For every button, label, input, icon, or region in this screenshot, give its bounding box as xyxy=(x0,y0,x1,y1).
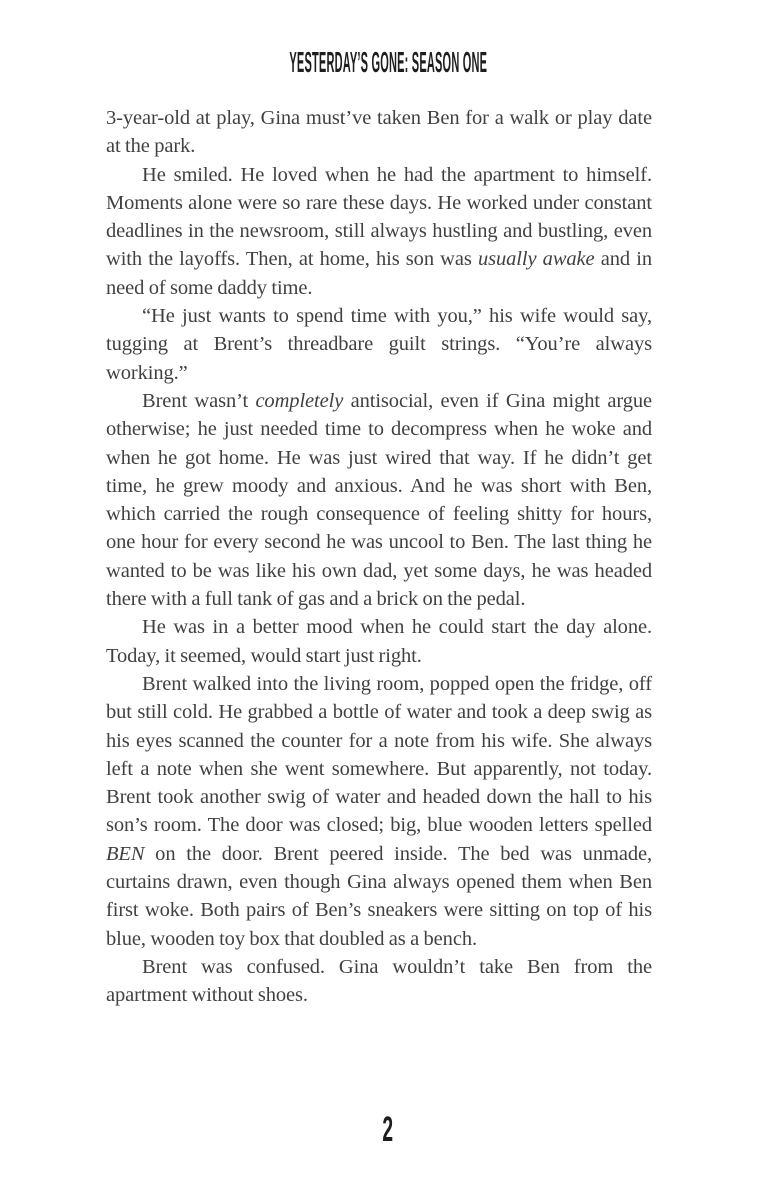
italic-text-segment: completely xyxy=(255,389,344,412)
italic-text-segment: usually awake xyxy=(477,248,595,271)
text-segment: Brent wasn’t xyxy=(142,389,256,412)
text-segment: and in need of some daddy time. xyxy=(106,248,652,299)
paragraph xyxy=(106,613,652,670)
italic-text-segment: BEN xyxy=(106,842,145,865)
page-body xyxy=(106,104,652,1010)
paragraph xyxy=(106,670,652,953)
page-number: 2 xyxy=(382,1110,394,1149)
text-segment: Brent was confused. Gina wouldn’t take Ben from the apartment without shoes. xyxy=(106,955,652,1007)
running-header-title: YESTERDAY’S GONE: SEASON ONE xyxy=(289,47,487,79)
paragraph xyxy=(106,953,652,1010)
text-segment: He smiled. He loved when he had the apartment to himself. Moments alone were so rare these days. He worked under constant deadlines in the newsroom, still always hustling and bustling, even with the layoffs. Then, at home, his son was xyxy=(106,163,652,271)
text-segment: “He just wants to spend time with you,” his wife would say, tugging at Brent’s threadbare guilt strings. “You’re always working.” xyxy=(106,305,652,384)
text-segment: on the door. Brent peered inside. The bed was unmade, curtains drawn, even though Gina always opened them when Ben first woke. Both pairs of Ben’s sneakers were sitting on top of his blue, wooden toy box that doubled as a bench. xyxy=(106,842,652,950)
page-footer xyxy=(0,1112,776,1147)
paragraph xyxy=(106,302,652,387)
running-header xyxy=(0,49,776,78)
paragraph xyxy=(106,104,652,161)
paragraph xyxy=(106,161,652,302)
text-segment: Brent walked into the living room, popped open the fridge, off but still cold. He grabbed a bottle of water and took a deep swig as his eyes scanned the counter for a note from his wife. She always left a note when she went somewhere. But apparently, not today. Brent took another swig of water and headed down the hall to his son’s room. The door was closed; big, blue wooden letters spelled xyxy=(106,672,652,837)
text-segment: He was in a better mood when he could start the day alone. Today, it seemed, would start just right. xyxy=(106,616,652,667)
paragraph xyxy=(106,387,652,613)
text-segment: antisocial, even if Gina might argue otherwise; he just needed time to decompress when he woke and when he got home. He was just wired that way. If he didn’t get time, he grew moody and anxious. And he was short with Ben, which carried the rough consequence of feeling shitty for hours, one hour for every second he was uncool to Ben. The last thing he wanted to be was like his own dad, yet some days, he was headed there with a full tank of gas and a brick on the pedal. xyxy=(106,389,652,611)
text-segment: 3-year-old at play, Gina must’ve taken Ben for a walk or play date at the park. xyxy=(106,107,652,158)
